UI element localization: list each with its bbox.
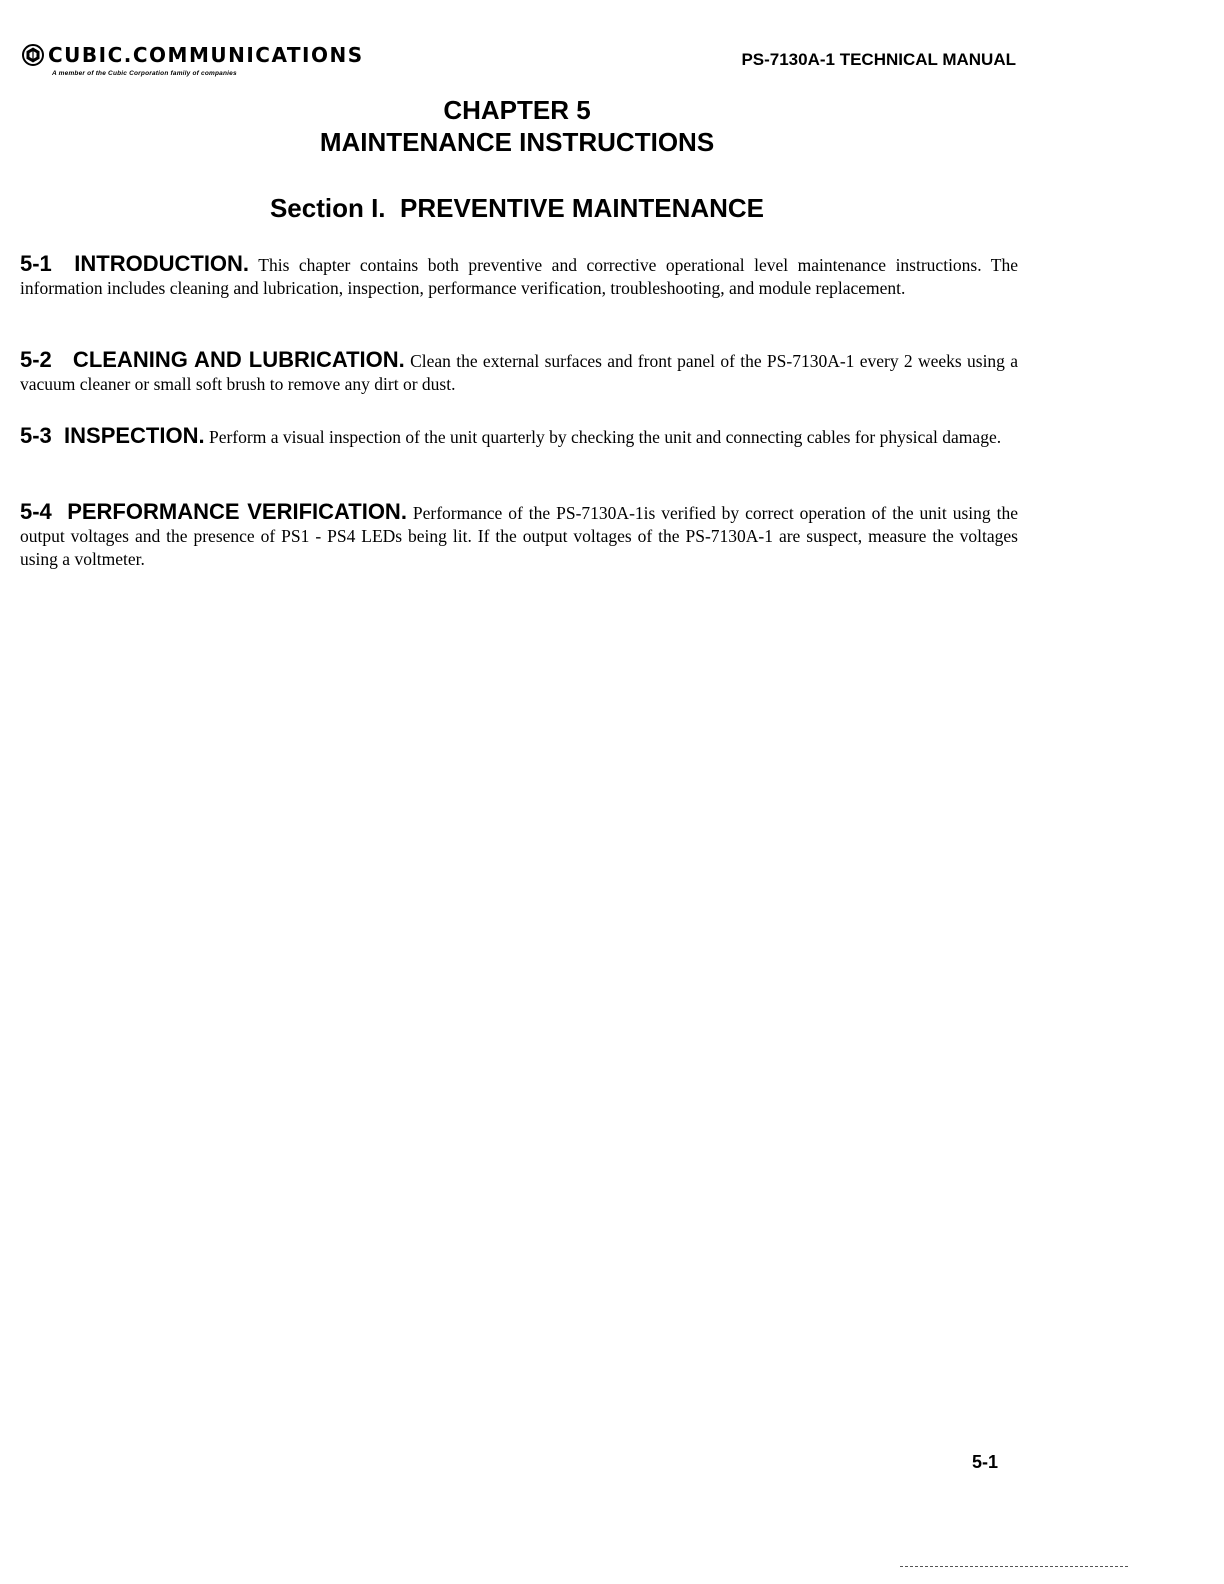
- chapter-number: CHAPTER 5: [443, 95, 591, 125]
- paragraph-heading: 5-2 CLEANING AND LUBRICATION.: [20, 347, 405, 372]
- page-header: [22, 44, 1022, 90]
- paragraph-text: Clean the external surfaces and front panel of the PS-7130A-1 every 2 weeks using a vacuum cleaner or small soft brush to remove any dirt or dust.: [20, 351, 1019, 394]
- manual-title: PS-7130A-1 TECHNICAL MANUAL: [741, 50, 1016, 69]
- page-number: 5-1: [972, 1452, 999, 1472]
- paragraph-heading: 5-1 INTRODUCTION.: [20, 251, 250, 276]
- section-title: Section I. PREVENTIVE MAINTENANCE: [269, 193, 765, 223]
- paragraph-introduction: [20, 252, 1018, 300]
- company-logo: [22, 44, 364, 66]
- paragraph-text: Performance of the PS-7130A-1is verified by correct operation of the unit using the output voltages and the presence of PS1 - PS4 LEDs being lit. If the output voltages of the PS-7130A-1 are suspect, measure the voltages using a voltmeter.: [20, 503, 1019, 569]
- paragraph-cleaning-lubrication: [20, 348, 1018, 396]
- paragraph-text: This chapter contains both preventive and corrective operational level maintenance instructions. The information includes cleaning and lubrication, inspection, performance verification, troubleshooting, and module replacement.: [20, 255, 1019, 298]
- paragraph-heading: 5-3 INSPECTION.: [20, 423, 205, 448]
- chapter-title: MAINTENANCE INSTRUCTIONS: [319, 127, 715, 157]
- paragraph-inspection: [20, 424, 1018, 449]
- cubic-logo-icon: [22, 44, 44, 66]
- paragraph-text: Perform a visual inspection of the unit quarterly by checking the unit and connecting cables for physical damage.: [208, 427, 1002, 447]
- scan-artifact-line: [900, 1566, 1128, 1567]
- logo-wordmark: CUBIC.COMMUNICATIONS: [48, 43, 364, 67]
- paragraph-performance-verification: [20, 500, 1018, 571]
- paragraph-heading: 5-4 PERFORMANCE VERIFICATION.: [20, 499, 407, 524]
- company-tagline: A member of the Cubic Corporation family of companies: [52, 70, 237, 77]
